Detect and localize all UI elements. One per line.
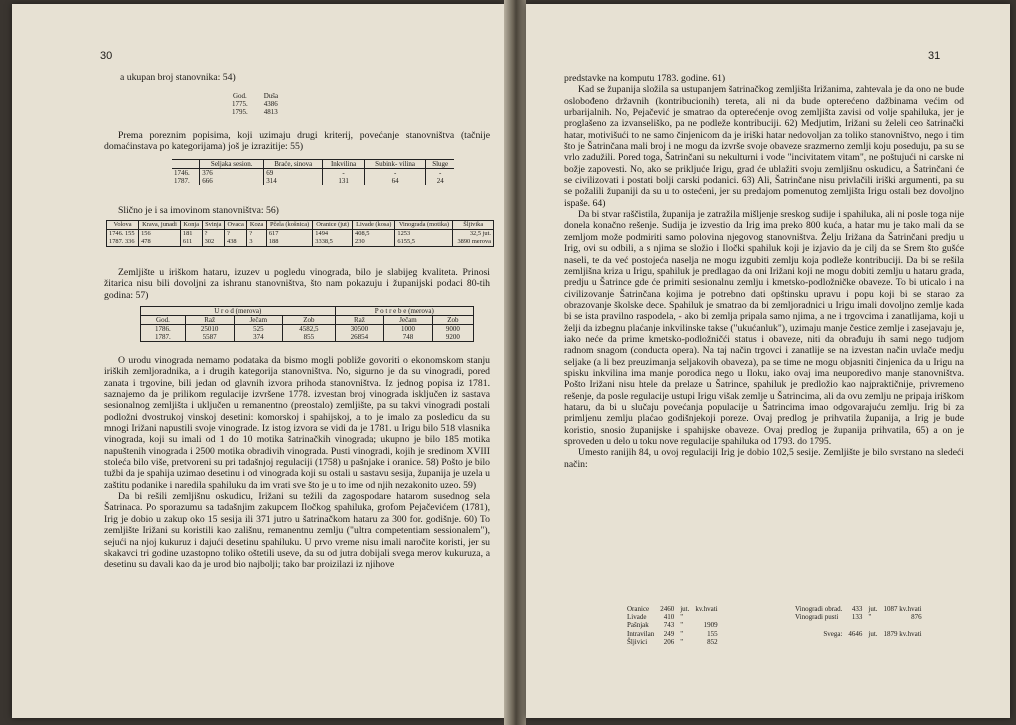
intro-line: a ukupan broj stanovnika: 54) [120, 72, 236, 83]
cell: " [868, 613, 872, 622]
col-header: Livade (kosa) [353, 221, 395, 230]
cell: Intravilan [627, 629, 655, 638]
page-number: 30 [100, 50, 113, 62]
paragraph-dispute: Da bi rešili zemljišnu oskudicu, Irižani su težili da zagospodare hatarom susednog sela Šatrinaca. Po sporazumu sa tadašnjim zakupcem Iločkog spahiluka, grofom Pejačevićem (1781), Irig je dobio u zakup oko 15 sesija ili 371 jutro u šatrinačkom hataru za 300 for. godišnje. 60) To zemljište Irižani su koristili kao zališnu, remanentnu zemlju ("ultra competentiam sessionalem"), sejući na njoj kukuruz i dajući desetinu spahiluku. U prvo vreme nisu imali naročite koristi, jer su skakavci tri godine uzastopno toliko oštetili useve, da su od jutra dobijali svega merov kukuruza, a desetinu su davali kao da je urod bio najbolji; tako bar proizilazi iz njihove [104, 491, 490, 571]
cell: kv.hvati [695, 605, 718, 613]
col-header: Ječam [384, 316, 433, 325]
cell: " [680, 629, 684, 638]
cell: 748 [384, 333, 433, 342]
cell: - [364, 169, 426, 178]
paragraph-vineyards: O urodu vinograda nemamo podataka da bismo mogli pobliže govoriti o ekonomskom stanju iriških zemljoradnika, a i drugih kategorija stanovništva. No, sigurno je da su vinogradi, pored zanata i trgovine, bili jedan od glavnih izvora prihoda stanovništva. Iz jednog popisa iz 1781. saznajemo da je prilikom regulacije izvršene 1778. izvestan broj vinograda isključen iz sastava sesionalnog zemljišta i uključen u remanentno (preostalo) zemljište, pa su takvi vinogradi postali podložni dvostrukoj vinskoj desetini: komorskoj i spahijskoj, a to je imalo za posledicu da su mnogi Irižani napustili svoje vinograde. Iz istog izvora se vidi da je 1781. u Irigu bilo 518 vlasnika vinograda, koji su imali od 1 do 10 motika šatrinačkih vinograda; ukupno je bilo 185 motika napuštenih vinograda i 2500 motika obradivih vinograda. Pusti vinogradi, kojih je sredinom XVIII stoleća bilo više, pretvoreni su pri tadašnjoj regulaciji (1758) u pašnjake i oranice. 58) Pošto je bilo tužbi da je spahija uzimao desetinu i od vinograda koji su ostali u sastavu sesija, županija je uzela u zaštitu podanike i naredila spahiluku da im vrati sve što je u to ime od njih nezakonito uzeo. 59) Da bi rešili zemljišnu oskudicu, Irižani su težili da zagospodare hatarom susednog sela Šatrinaca. Po sporazumu sa tadašnjim zakupcem Iločkog spahiluka, grofom Pejačevićem (1781), Irig je dobio u zakup oko 15 sesija ili 371 jutro u šatrinačkom hataru za 300 for. godišnje. 60) To zemljište Irižani su koristili kao zališnu, remanentnu zemlju ("ultra competentiam sessionalem"), sejući na njoj kukuruz i dajući desetinu spahiluku. U prvo vreme nisu imali naročite koristi, jer su skakavci tri godine uzastopno toliko oštetili useve, da su od jutra dobijali svega merov kukuruza, a desetinu su davali kao da je urod bio najbolji; tako bar proizilazi iz njihove [104, 355, 490, 571]
cell: 24 [426, 177, 454, 185]
cell: 188 [266, 238, 312, 247]
col-header: Zob [432, 316, 473, 325]
col-header: Raž [185, 316, 234, 325]
paragraph-county: Kad se županija složila sa ustupanjem šatrinačkog zemljišta Irižanima, zahtevala je da ono ne bude oslobođeno državnih (kontribucionih) tereta, ali ni da bude opterećeno dažbinama većim od urbarijalnih. No, Pejačević je smatrao da opterećenje ovog zemljišta zavisi od volje spahiluka, jer je proglašeno za izvanseliško, pa ne podleže kontribuciji. 62) Medjutim, Irižani su želeli ceo šatrinački hatar, motivišući to ne samo činjenicom da je iriški hatar nedovoljan za toliko stanovništvo, nego i tim što je Šatrinčana mali broj i ne mogu da izvrše svoje obaveze srazmerno zemlji koju poseduju, pa su se vrlo zadužili. Pored toga, Šatrinčani su nekulturni i vode "incivitatem vitam", ne poštujući ni carske ni božje zapovesti. No, ako se prikljuće Irigu, grad će ublažiti svoju zemljišnu oskudicu, a Šatrinčani će se civilizovati i postati bolji carski podanici. 63) Ali, Šatrinčane nisu privlačili iriški argumenti, pa su se požalili županiji da su u to ostećeni, jer su predajom pomenutog zemljišta Irigu ostali bez dovoljno ispaše. 64) [564, 84, 964, 209]
col-header: Šljivika [453, 221, 494, 230]
cell: 525 [234, 325, 283, 334]
cell: 9200 [432, 333, 473, 342]
cell: 666 [200, 177, 264, 185]
cell: 1775. [232, 100, 248, 108]
book-gutter [504, 0, 526, 725]
cell: 743 [663, 621, 675, 630]
col-header [172, 160, 200, 169]
cell: 1000 [384, 325, 433, 334]
cell: 410 [663, 613, 675, 622]
cell: " [680, 613, 684, 622]
group-header-harvest: U r o d (merova) [141, 307, 336, 316]
cell: Pašnjak [627, 621, 649, 630]
cell: 611 [180, 238, 202, 247]
paragraph-tax: Prema poreznim popisima, koji uzimaju drugi kriterij, povećanje stanovništva (tačnije domaćinstava po kategorijama) još je izrazitije: 55) [104, 130, 490, 153]
cell: 4386 [263, 100, 278, 108]
cell: 374 [234, 333, 283, 342]
col-header: Krava, junadi [139, 221, 181, 230]
col-header: Seljaka sesion. [200, 160, 264, 169]
col-header: Duša [263, 92, 279, 100]
cell: ? [247, 230, 266, 239]
col-header: Svinja [202, 221, 224, 230]
cell: 30500 [335, 325, 384, 334]
col-header: Vinograda (motika) [395, 221, 453, 230]
cell: 3890 merova [453, 238, 494, 247]
col-header: Braće, sinova [264, 160, 323, 169]
cell: Svega: [823, 629, 843, 638]
cell: 478 [139, 238, 181, 247]
cell: 6155,5 [395, 238, 453, 247]
cell: Oranice [627, 605, 650, 613]
cell: 1746. 155 [107, 230, 139, 239]
cell: 3338,5 [313, 238, 353, 247]
paragraph-continuation: predstavke na komputu 1783. godine. 61) [564, 73, 726, 84]
cell: 433 [851, 605, 863, 613]
cell: jut. [868, 629, 878, 638]
cell: Livade [627, 613, 647, 622]
cell: - [426, 169, 454, 178]
property-table [106, 220, 494, 247]
cell: 32,5 jut. [453, 230, 494, 239]
cell: 133 [851, 613, 863, 622]
cell [692, 613, 720, 621]
cell: 1253 [395, 230, 453, 239]
col-header: Raž [335, 316, 384, 325]
col-header: Inkvilina [323, 160, 365, 169]
cell: 1795. [232, 108, 248, 116]
paragraph-land: Zemljište u iriškom hataru, izuzev u pogledu vinograda, bilo je slabijeg kvaliteta. Prinosi žitarica nisu bili dovoljni za ishranu stanovništva, što nam pokazuju i županijski podaci 80-tih godina: 57) [104, 267, 490, 301]
cell: 314 [264, 177, 323, 185]
right-page [526, 4, 1010, 718]
cell: 4646 [848, 629, 863, 638]
col-header: Subink- vilina [364, 160, 426, 169]
cell: 376 [200, 169, 264, 178]
col-header: Oranice (jut) [313, 221, 353, 230]
land-summary-right [792, 605, 925, 638]
cell: 1787. [172, 177, 200, 185]
cell: 230 [353, 238, 395, 247]
cell: 855 [283, 333, 335, 342]
cell: 249 [663, 629, 675, 638]
col-header: Volova [107, 221, 139, 230]
cell: 876 [911, 613, 922, 622]
cell: 4813 [263, 108, 278, 116]
group-header-need: P o t r e b e (merova) [335, 307, 473, 316]
land-summary-left [624, 605, 721, 646]
col-header: Konja [180, 221, 202, 230]
paragraph-reconcile: Da bi stvar raščistila, županija je zatražila mišljenje sreskog sudije i spahiluka, ali ni posle toga nije donela konačno rešenje. Sudija je izvestio da Irig ima preko 800 kuća, a hatar mu je tako mali da se zemljom može podmiriti samo polovina njegovog stanovništva. Želju Irižana da Šatrinčani predju u Irig, ovi su odbili, a s njima se složio i Iločki spahiluk koji je izjavio da je cilj da se Srem što gušće naseli, te da već postojeća naselja ne mogu izgubiti zemlju koja podleže kontribuciji. Da bi se rešila zemljišna kriza u Irigu, spahiluk je predlagao da oni Irižani koji ne mogu dobiti zemlju u hataru grada, predju u Šatrince gde će primiti sesionalnu zemlju i kmetsko-podložničke obaveze. To bi uticalo i na civilizovanje Šatrinčana kojima je potrebno dati opštinsku upravu i popu koji bi se starao za obrazovanje školske dece. Spahiluk je smatrao da bi zemljoradnici u Irigu imali dovoljno zemlje kada bi se ista pravilno raspodela, - ako bi zemlja pripala samo njima, a ne i trgovcima i zanatlijama, koji u želji da izbegnu plaćanje inkvilinske takse ("ukućanluk"), uzimaju manje čestice zemlje i zasejavaju je, iako neće da prime kmetsko-podložničći status i obaveze, niti da obrađuju ih sami nego tudjom radnom snagom (conducta opera). Na taj način trgovci i zanatlije se na izvestan način uvlače medju seljake (a li bez preuzimanja seljakovih obaveza), pa se time ne mogu objasniti činjenica da u Irigu na spisku inkvilina ima manje porodica nego u Iloku, iako ovaj ima neuporedivo manje stanovništva. Pošto Irižani nisu htele da prelaze u Šatrince, spahiluk je predložio kao najpraktičnije, privremeno rešenje, da posle regulacije ustupi Irigu višak zemlje u Šatrincima, ali da ovu zemlju ne pripaja iriškom hataru, da bi u slučaju povećanja populacije u Šatrincima imao odgovarajuću zemlju. Irig bi za primljenu zemlju plaćao godišnjekoji poreze. Ovaj predlog je prihvatila županija, a Irig je bude koristio, snosio županijske i spahijske obaveze. Ovaj predlog je županija prihvatila, 65) a on je sproveden u delo u toku nove regulacije spahiluka od 1793. do 1795. [564, 209, 964, 447]
col-header: Pčela (košnica) [266, 221, 312, 230]
cell: 4582,5 [283, 325, 335, 334]
cell: 69 [264, 169, 323, 178]
cell: 1786. [141, 325, 186, 334]
cell: 408,5 [353, 230, 395, 239]
col-header: Koza [247, 221, 266, 230]
cell: 1909 [703, 621, 718, 630]
left-page [12, 4, 504, 718]
cell: 617 [266, 230, 312, 239]
cell: 64 [364, 177, 426, 185]
cell: 5587 [185, 333, 234, 342]
households-table [172, 159, 454, 185]
cell: 9000 [432, 325, 473, 334]
population-table [230, 92, 280, 116]
cell: 1787. 336 [107, 238, 139, 247]
cell: 1494 [313, 230, 353, 239]
cell: 1879 kv.hvati [883, 629, 922, 638]
cell: 131 [323, 177, 365, 185]
cell: 25010 [185, 325, 234, 334]
cell: 1787. [141, 333, 186, 342]
harvest-table [140, 306, 474, 342]
cell: - [323, 169, 365, 178]
cell: Šljivici [627, 637, 648, 646]
col-header: God. [232, 92, 247, 100]
col-header: Ječam [234, 316, 283, 325]
cell: 156 [139, 230, 181, 239]
cell: ? [225, 230, 247, 239]
cell: 155 [707, 629, 718, 638]
cell: " [680, 637, 684, 646]
cell: 852 [707, 637, 718, 646]
col-header: God. [141, 316, 186, 325]
cell: 2460 [660, 605, 675, 613]
col-header: Ovaca [225, 221, 247, 230]
cell: 181 [180, 230, 202, 239]
col-header: Sluge [426, 160, 454, 169]
cell: 438 [225, 238, 247, 247]
col-header: Zob [283, 316, 335, 325]
cell: Vinogradi pusti [795, 613, 839, 622]
cell: 1087 kv.hvati [883, 605, 922, 613]
cell: 302 [202, 238, 224, 247]
page-number: 31 [928, 50, 941, 62]
right-body [564, 73, 964, 470]
cell: 206 [663, 637, 675, 646]
cell: 26854 [335, 333, 384, 342]
cell: Vinogradi obrad. [795, 605, 843, 613]
cell: 3 [247, 238, 266, 247]
cell: 1746. [172, 169, 200, 178]
paragraph-sessions: Umesto ranijih 84, u ovoj regulaciji Irig je dobio 102,5 sesije. Zemljište je bilo svrstano na sledeći način: [564, 447, 964, 470]
cell: " [680, 621, 684, 630]
cell: ? [202, 230, 224, 239]
cell: jut. [680, 605, 690, 613]
paragraph-property: Slično je i sa imovinom stanovništva: 56) [118, 205, 279, 216]
cell: jut. [868, 605, 878, 613]
